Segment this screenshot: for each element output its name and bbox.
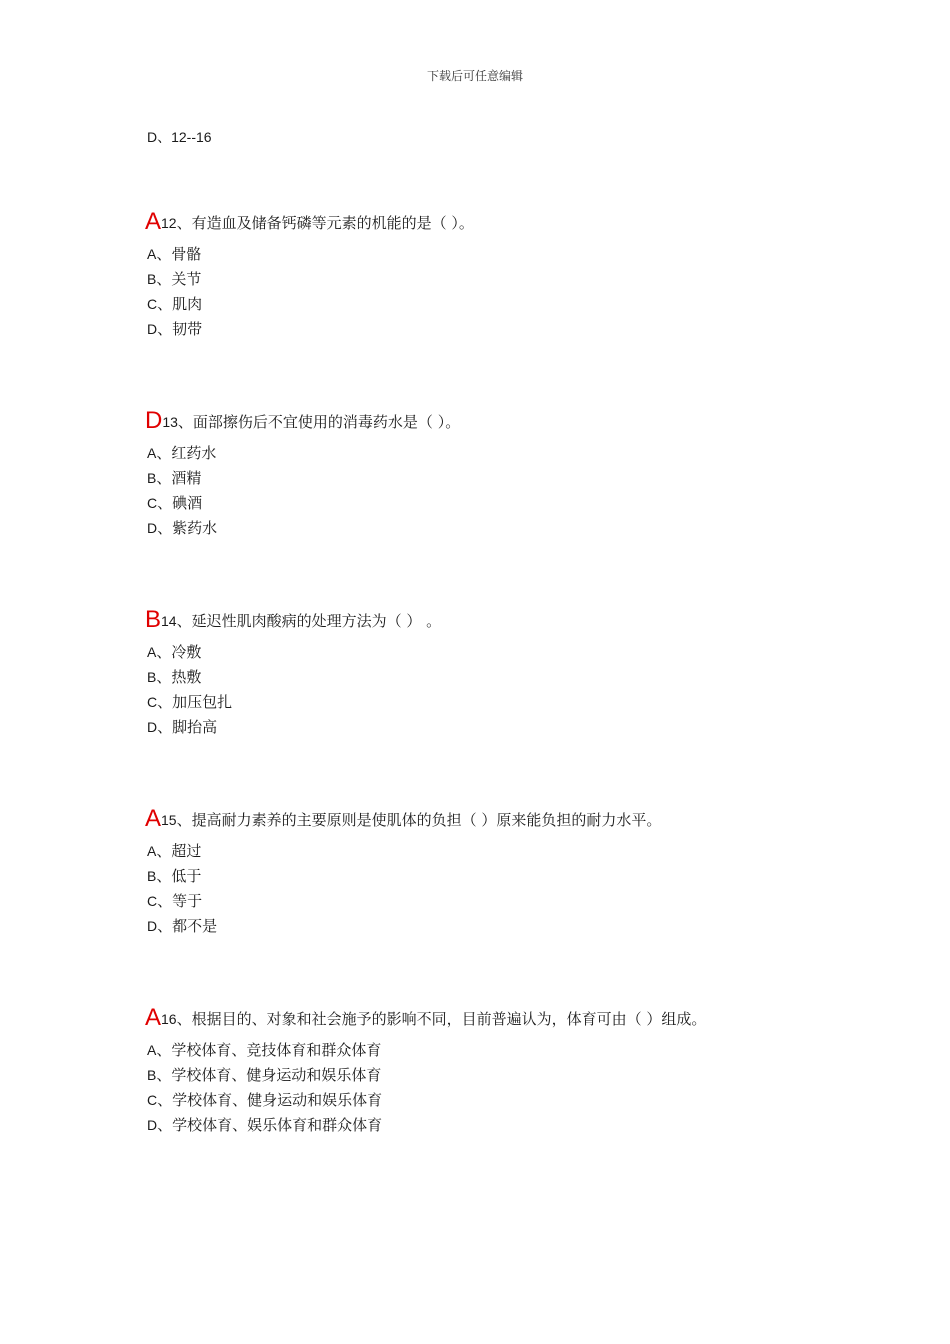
- question-text: 、提高耐力素养的主要原则是使肌体的负担（ ）原来能负担的耐力水平。: [176, 811, 662, 829]
- answer-mark: B: [145, 606, 162, 633]
- option-b: B、热敷: [147, 668, 202, 686]
- option-a: A、学校体育、竞技体育和群众体育: [147, 1041, 382, 1059]
- option-a: A、骨骼: [147, 245, 202, 263]
- option-c: C、加压包扎: [147, 693, 233, 711]
- option-c: C、等于: [147, 892, 203, 910]
- option-list: [147, 839, 661, 939]
- option-d: D、韧带: [147, 320, 203, 338]
- question-number: 14: [161, 613, 177, 629]
- option-list: [147, 242, 474, 342]
- question-stem: [145, 606, 442, 633]
- option-c: C、肌肉: [147, 295, 203, 313]
- question-15: [145, 805, 662, 939]
- question-stem: [145, 805, 662, 832]
- question-14: [145, 606, 442, 740]
- question-stem: [145, 208, 474, 235]
- question-stem: [145, 407, 461, 434]
- question-stem: [145, 1004, 707, 1031]
- answer-mark: A: [145, 805, 162, 832]
- previous-question-option: D、12--16: [147, 129, 212, 145]
- answer-mark: A: [145, 1004, 162, 1031]
- option-d: D、学校体育、娱乐体育和群众体育: [147, 1116, 383, 1134]
- option-a: A、冷敷: [147, 643, 202, 661]
- option-b: B、学校体育、健身运动和娱乐体育: [147, 1066, 382, 1084]
- option-d: D、紫药水: [147, 519, 218, 537]
- option-c: C、碘酒: [147, 494, 203, 512]
- answer-mark: D: [145, 407, 163, 434]
- option-list: [147, 640, 441, 740]
- question-12: [145, 208, 474, 342]
- option-b: B、低于: [147, 867, 202, 885]
- question-text: 、延迟性肌肉酸病的处理方法为（ ） 。: [176, 612, 442, 630]
- question-text: 、根据目的、对象和社会施予的影响不同，目前普遍认为，体育可由（ ）组成。: [176, 1010, 707, 1028]
- question-number: 16: [161, 1011, 177, 1027]
- question-16: [145, 1004, 707, 1138]
- question-13: [145, 407, 461, 541]
- option-b: B、关节: [147, 270, 202, 288]
- page-header: 下载后可任意编辑: [426, 69, 523, 83]
- question-text: 、有造血及储备钙磷等元素的机能的是（ ）。: [176, 214, 474, 232]
- question-number: 12: [161, 215, 177, 231]
- answer-mark: A: [145, 208, 162, 235]
- option-list: [147, 1038, 706, 1138]
- option-list: [147, 441, 460, 541]
- question-number: 15: [161, 812, 177, 828]
- question-text: 、面部擦伤后不宜使用的消毒药水是（ ）。: [177, 413, 461, 431]
- question-number: 13: [162, 414, 178, 430]
- option-b: B、酒精: [147, 469, 202, 487]
- option-d: D、脚抬高: [147, 718, 218, 736]
- option-d: D、都不是: [147, 917, 218, 935]
- option-c: C、学校体育、健身运动和娱乐体育: [147, 1091, 383, 1109]
- option-a: A、超过: [147, 842, 202, 860]
- option-a: A、红药水: [147, 444, 217, 462]
